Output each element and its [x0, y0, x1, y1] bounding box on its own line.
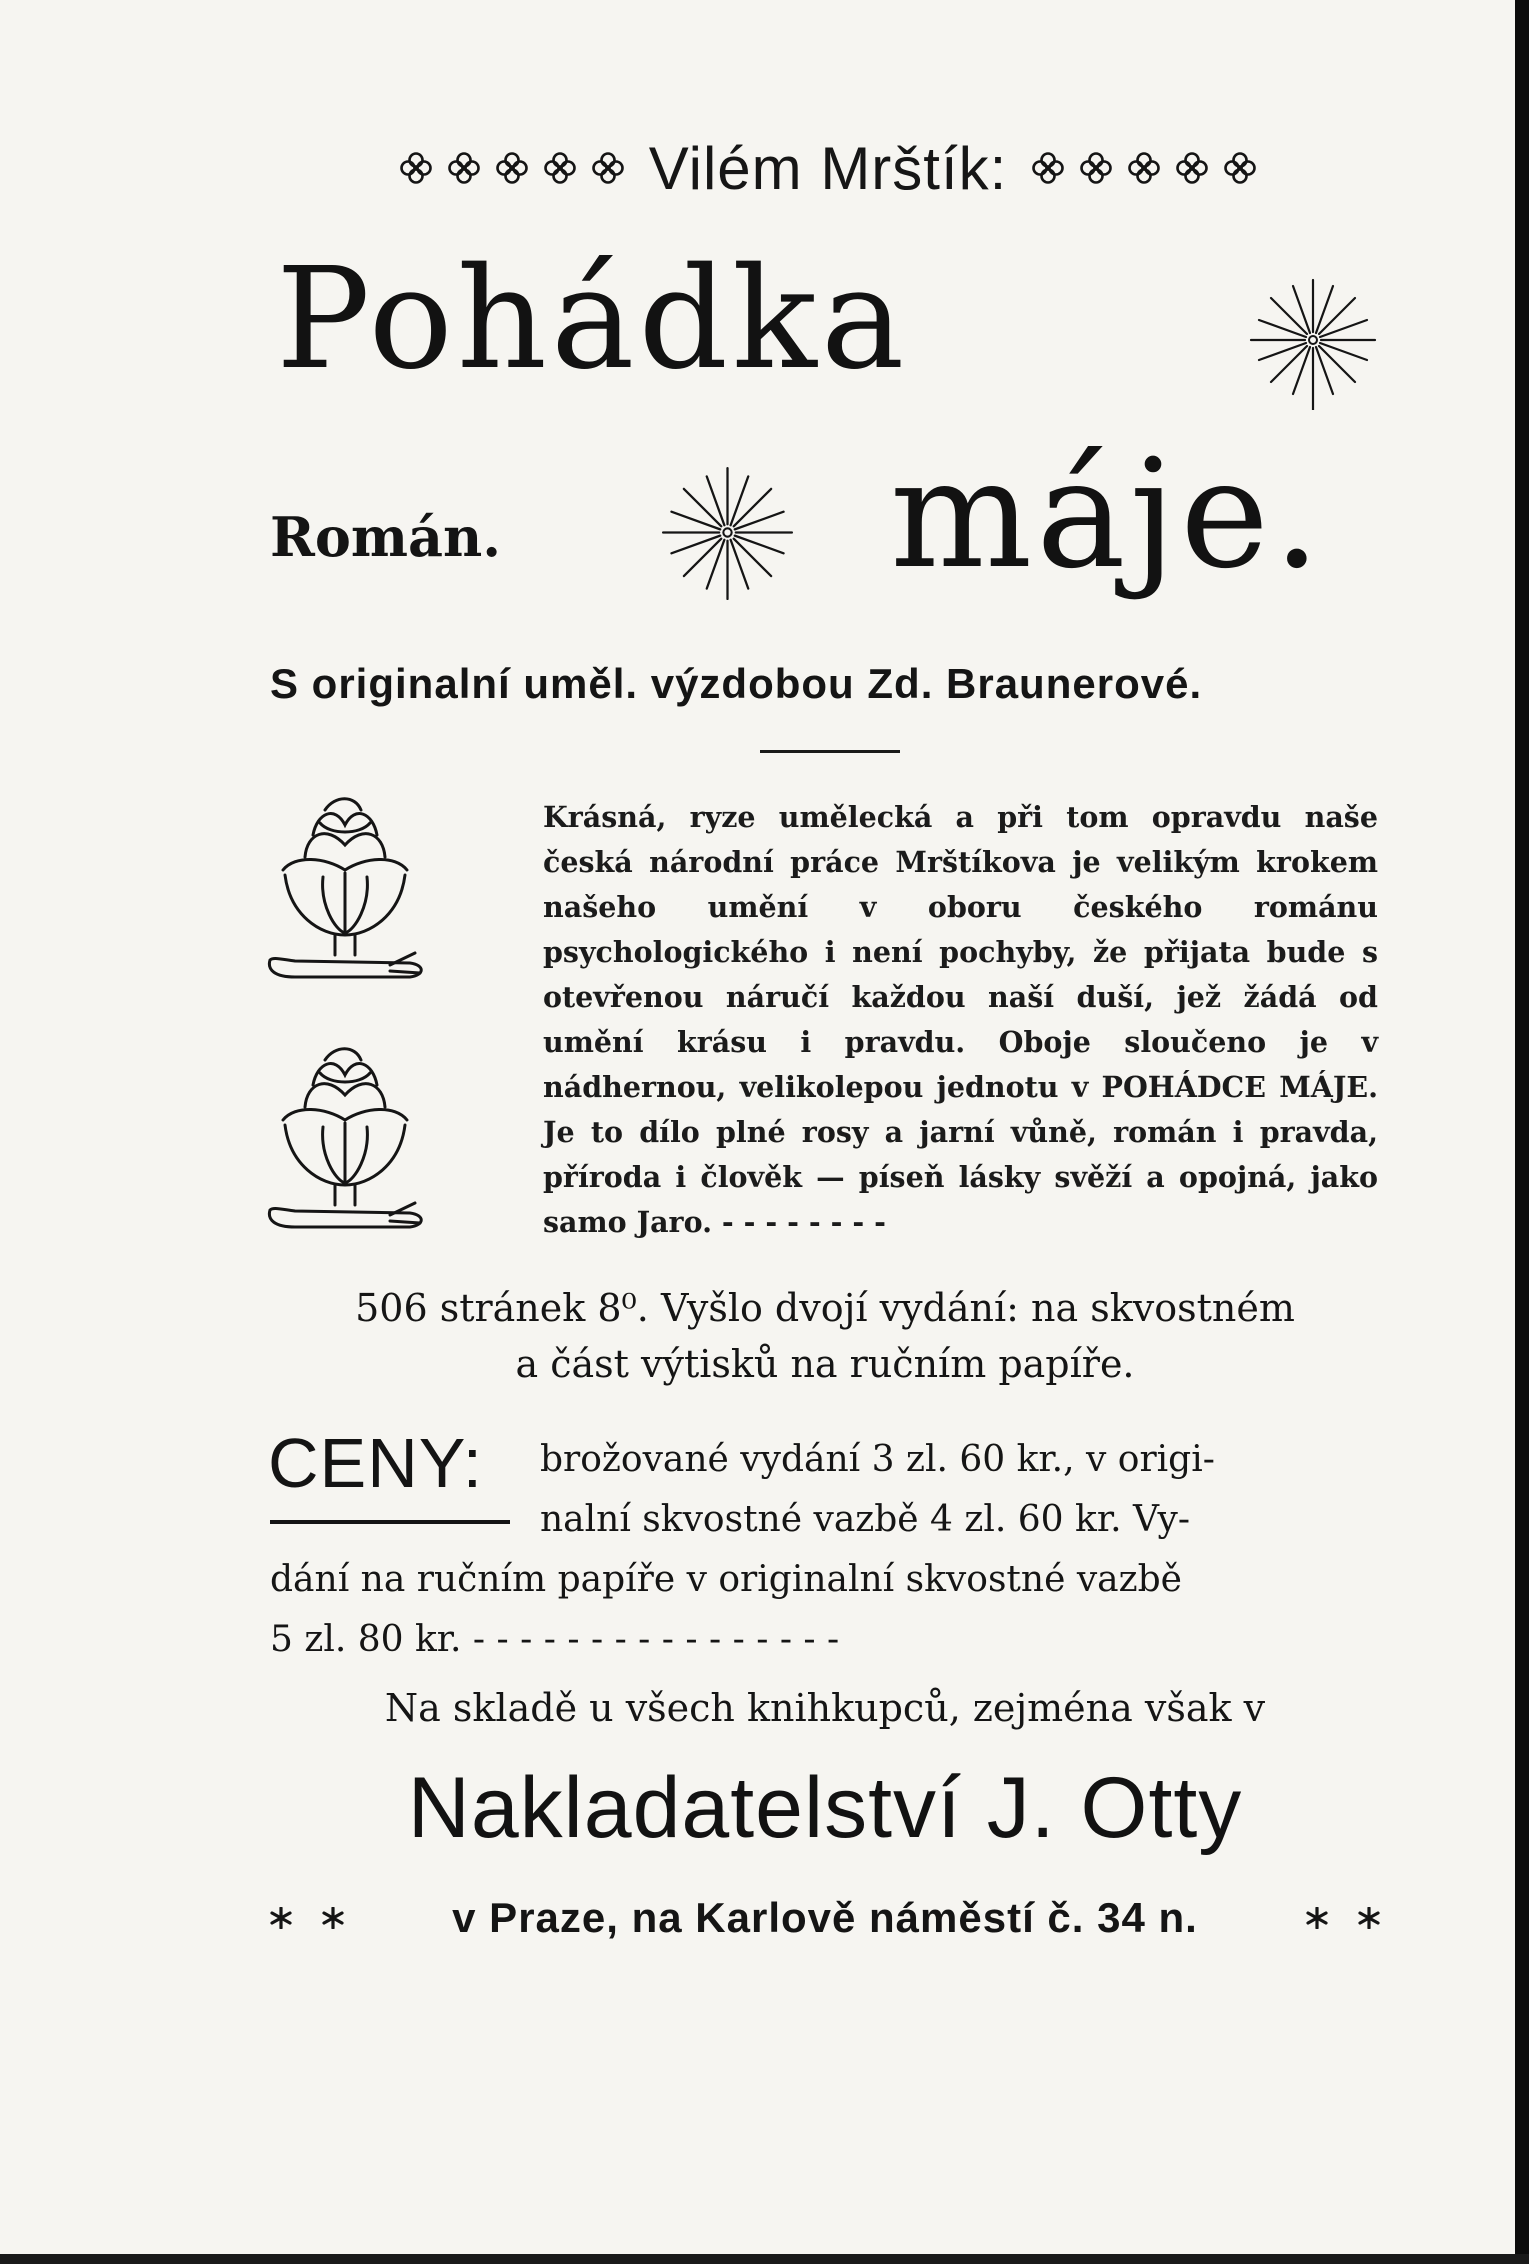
edition-info-line-1: 506 stránek 8⁰. Vyšlo dvojí vydání: na skvostném	[355, 1286, 1295, 1330]
prices-line-4: 5 zl. 80 kr. - - - - - - - - - - - - - - - -	[270, 1619, 840, 1660]
asterisk-icon	[1306, 1907, 1328, 1929]
lotus-cup-vignette-icon	[265, 1045, 425, 1240]
title-line-1: Pohádka	[276, 238, 909, 401]
starburst-icon	[1248, 270, 1378, 410]
quatrefoil-ornament-icon	[1175, 151, 1209, 185]
author-line	[268, 128, 1388, 208]
genre-label: Román.	[270, 505, 502, 569]
author-name: Vilém Mrštík:	[648, 134, 1008, 202]
quatrefoil-ornament-icon	[447, 151, 481, 185]
prices-heading-underline	[270, 1520, 510, 1524]
publisher-address: v Praze, na Karlově náměstí č. 34 n.	[452, 1894, 1198, 1941]
description-paragraph: Krásná, ryze umělecká a při tom opravdu naše česká národní práce Mrštíkova je velikým krokem našeho umění v oboru českého románu psychologického i není pochyby, že přijata bude s otevřenou náručí každou naší duší, jež žádá od umění krásu i pravdu. Obojе sloučeno je v nádhernou, velikolepou jednotu v POHÁDCE MÁJE. Je to dílo plné rosy a jarní vůně, román i pravda, příroda i člověk — píseň lásky svěží a opojná, jako samo Jaro. - - - - - - - -	[543, 800, 1378, 1239]
asterisk-icon	[322, 1907, 344, 1929]
lotus-cup-vignette-icon	[265, 795, 425, 990]
availability-line: Na skladě u všech knihkupců, zejména však v	[384, 1686, 1266, 1730]
edition-info	[270, 1280, 1380, 1392]
quatrefoil-ornament-icon	[1223, 151, 1257, 185]
quatrefoil-ornament-icon	[543, 151, 577, 185]
quatrefoil-ornament-icon	[399, 151, 433, 185]
prices-heading: CENY:	[268, 1424, 484, 1502]
prices-line-1: brožované vydání 3 zl. 60 kr., v origi-	[540, 1439, 1215, 1480]
publisher-name: Nakladatelství J. Otty	[407, 1760, 1243, 1856]
asterisk-pair-left	[270, 1907, 344, 1929]
quatrefoil-ornament-icon	[1127, 151, 1161, 185]
page-edge-shadow	[1515, 0, 1529, 2264]
asterisk-icon	[270, 1907, 292, 1929]
title-line-2: máje.	[890, 428, 1325, 602]
quatrefoil-ornament-icon	[495, 151, 529, 185]
quatrefoil-ornament-icon	[1031, 151, 1065, 185]
asterisk-pair-right	[1306, 1907, 1380, 1929]
quatrefoil-ornament-icon	[1079, 151, 1113, 185]
edition-info-line-2: a část výtisků na ručním papíře.	[515, 1342, 1135, 1386]
quatrefoil-ornament-icon	[591, 151, 625, 185]
asterisk-icon	[1358, 1907, 1380, 1929]
page-edge-shadow-bottom	[0, 2254, 1529, 2264]
address-line	[270, 1888, 1380, 1948]
subtitle: S originalní uměl. výzdobou Zd. Braunerové.	[270, 660, 1203, 707]
starburst-icon	[660, 465, 795, 600]
prices-line-3: dání na ručním papíře v originalní skvostné vazbě	[270, 1559, 1182, 1600]
prices-text-block	[540, 1430, 1378, 1550]
divider	[760, 750, 900, 753]
prices-line-2: nalní skvostné vazbě 4 zl. 60 kr. Vy-	[540, 1499, 1191, 1540]
